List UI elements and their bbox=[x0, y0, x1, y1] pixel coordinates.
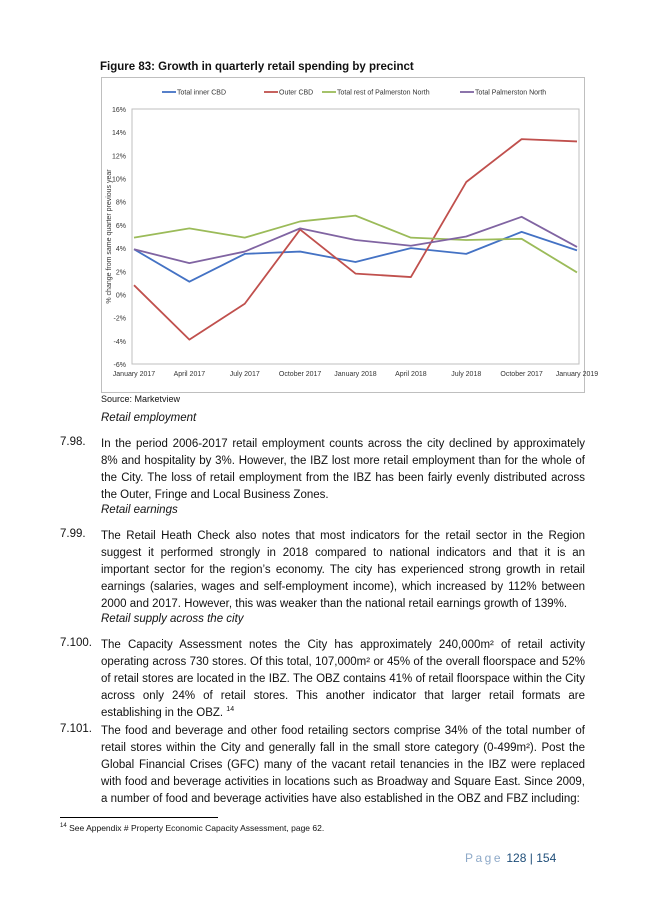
legend-label-3: Total rest of Palmerston North bbox=[337, 89, 430, 97]
paragraph-7-98: In the period 2006-2017 retail employment counts across the city declined by approximately 8% and hospitality by 3%. However, the IBZ lost more retail employment than for the whole of the City. The loss of retail employment from the IBZ has been fairly evenly distributed across the Outer, Fringe and Local Business Zones. bbox=[101, 438, 585, 501]
series-line-3 bbox=[134, 216, 577, 273]
page-number bbox=[465, 851, 556, 865]
page-total: 154 bbox=[536, 851, 557, 865]
heading-retail-supply: Retail supply across the city bbox=[101, 613, 244, 625]
y-tick-label: -6% bbox=[113, 362, 126, 369]
para-number-7-99: 7.99. bbox=[60, 528, 86, 540]
x-tick-label: July 2017 bbox=[229, 371, 260, 378]
legend-label-1: Total inner CBD bbox=[177, 89, 227, 97]
y-tick-label: 16% bbox=[111, 107, 126, 114]
x-tick-label: January 2019 bbox=[555, 371, 599, 378]
x-tick-label: April 2018 bbox=[395, 371, 427, 378]
footnote-ref-14[interactable]: 14 bbox=[226, 706, 235, 714]
x-tick-label: October 2017 bbox=[278, 371, 322, 378]
y-tick-label: 8% bbox=[115, 199, 126, 207]
heading-retail-earnings: Retail earnings bbox=[101, 504, 178, 516]
footnote-divider bbox=[60, 817, 218, 818]
y-tick-label: 14% bbox=[111, 130, 126, 138]
para-number-7-101: 7.101. bbox=[60, 723, 92, 735]
y-tick-label: -4% bbox=[113, 338, 126, 346]
y-tick-label: 4% bbox=[115, 246, 126, 254]
series-line-4 bbox=[134, 217, 577, 263]
figure-title: Figure 83: Growth in quarterly retail spending by precinct bbox=[100, 61, 414, 73]
y-tick-label: 10% bbox=[111, 176, 126, 184]
x-tick-label: January 2017 bbox=[112, 371, 156, 378]
chart-svg bbox=[102, 78, 599, 394]
page-current: 128 bbox=[506, 851, 527, 865]
paragraph-7-101: The food and beverage and other food retailing sectors comprise 34% of the total number of retail stores within the City and generally fall in the small store category (0-499m²). Post the Global Financial Crises (GFC) many of the vacant retail tenancies in the IBZ were replaced with food and beverage activities in locations such as Broadway and Square East. Since 2009, a number of food and beverage activities have also established in the OBZ and FBZ including: bbox=[101, 725, 585, 805]
heading-retail-employment: Retail employment bbox=[101, 412, 197, 424]
footnote-number: 14 bbox=[60, 823, 67, 830]
y-axis-label: % change from same quarter previous year bbox=[106, 169, 113, 304]
x-tick-label: April 2017 bbox=[173, 371, 206, 378]
legend-label-4: Total Palmerston North bbox=[475, 89, 547, 97]
footnote-text: See Appendix # Property Economic Capacity Assessment, page 62. bbox=[69, 823, 325, 833]
para-number-7-100: 7.100. bbox=[60, 637, 92, 649]
figure-source: Source: Marketview bbox=[101, 394, 181, 404]
y-tick-label: 2% bbox=[115, 269, 126, 277]
line-chart bbox=[101, 77, 599, 393]
paragraph-7-99: The Retail Heath Check also notes that most indicators for the retail sector in the Region suggest it performed strongly in 2018 compared to national indicators and that it is an important sector for the region’s economy. The city has experienced strong growth in retail earnings (salaries, wages and self-employment income), which increased by 112% between 2000 and 2017. However, this was weaker than the national retail earnings growth of 139%. bbox=[101, 530, 585, 610]
legend-label-2: Outer CBD bbox=[279, 89, 314, 97]
x-tick-label: January 2018 bbox=[334, 371, 377, 378]
paragraph-7-100 bbox=[101, 637, 585, 722]
y-tick-label: -2% bbox=[113, 315, 126, 323]
page-word: Page bbox=[465, 851, 504, 865]
page-separator: | bbox=[529, 851, 533, 865]
y-tick-label: 6% bbox=[115, 222, 126, 230]
para-number-7-98: 7.98. bbox=[60, 436, 86, 448]
x-tick-label: October 2017 bbox=[500, 371, 543, 378]
footnote bbox=[60, 823, 324, 833]
y-tick-label: 0% bbox=[115, 292, 126, 300]
y-tick-label: 12% bbox=[111, 153, 126, 161]
paragraph-7-100-text: The Capacity Assessment notes the City has approximately 240,000m² of retail activity operating across 730 stores. Of this total, 107,000m² or 45% of the overall floorspace and 52% of retail stores are located in the IBZ. The OBZ contains 41% of retail floorspace within the City across only 24% of retail stores. This another indicator that larger retail formats are establishing in the OBZ. bbox=[101, 639, 585, 719]
x-tick-label: July 2018 bbox=[451, 371, 482, 378]
